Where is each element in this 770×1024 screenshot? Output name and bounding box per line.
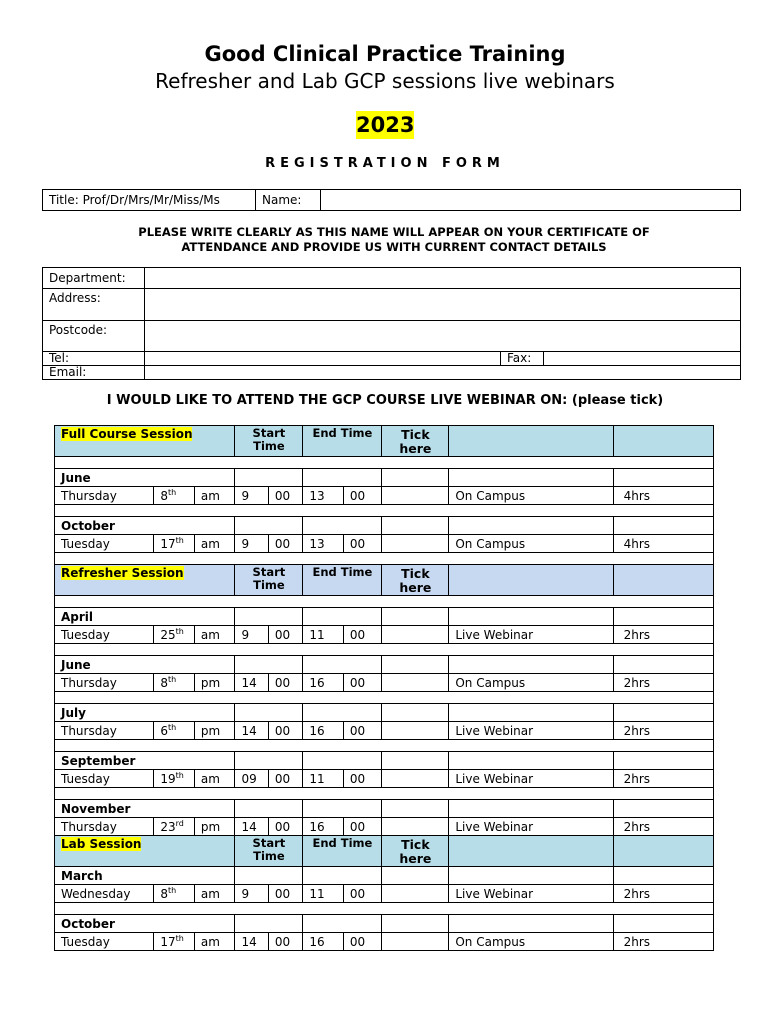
start-minute: 00 xyxy=(268,487,302,505)
tick-box[interactable] xyxy=(382,674,449,692)
start-hour: 14 xyxy=(235,818,268,836)
date-number: 6 xyxy=(160,724,168,738)
document-title: Good Clinical Practice Training xyxy=(204,42,566,66)
session-venue: Live Webinar xyxy=(449,626,613,644)
certificate-notice xyxy=(0,225,770,255)
end-hour: 16 xyxy=(303,818,344,836)
end-hour: 13 xyxy=(303,487,344,505)
session-date xyxy=(154,722,195,740)
session-date xyxy=(154,487,195,505)
end-minute: 00 xyxy=(343,722,382,740)
session-duration: 2hrs xyxy=(613,933,713,951)
start-minute: 00 xyxy=(268,770,302,788)
header-blank-venue xyxy=(449,426,613,457)
session-row xyxy=(55,770,714,788)
tick-header-line-1: Tick xyxy=(401,837,430,852)
tick-box[interactable] xyxy=(382,770,449,788)
end-hour: 11 xyxy=(303,626,344,644)
end-hour: 11 xyxy=(303,885,344,903)
header-blank-duration xyxy=(613,565,713,596)
session-row xyxy=(55,674,714,692)
session-venue: Live Webinar xyxy=(449,722,613,740)
date-suffix: th xyxy=(175,627,184,636)
start-hour: 14 xyxy=(235,933,268,951)
header-blank-duration xyxy=(613,426,713,457)
end-minute: 00 xyxy=(343,818,382,836)
start-time-header xyxy=(235,426,303,457)
spacer-row xyxy=(55,457,714,469)
address-label: Address: xyxy=(43,289,145,321)
session-duration: 2hrs xyxy=(613,626,713,644)
date-suffix: th xyxy=(167,886,177,895)
session-day: Tuesday xyxy=(55,626,154,644)
spacer-row xyxy=(55,644,714,656)
date-suffix: th xyxy=(167,675,177,684)
tick-header-line-1: Tick xyxy=(401,427,430,442)
session-duration: 2hrs xyxy=(613,674,713,692)
month-row xyxy=(55,656,714,674)
session-ampm: am xyxy=(194,770,235,788)
date-number: 8 xyxy=(160,489,168,503)
identity-table xyxy=(42,189,741,211)
session-venue: Live Webinar xyxy=(449,885,613,903)
end-time-header: End Time xyxy=(303,565,382,596)
month-row xyxy=(55,752,714,770)
session-day: Thursday xyxy=(55,722,154,740)
start-hour: 9 xyxy=(235,626,268,644)
tick-box[interactable] xyxy=(382,487,449,505)
tick-header-line-2: here xyxy=(399,441,432,456)
start-minute: 00 xyxy=(268,722,302,740)
session-duration: 4hrs xyxy=(613,535,713,553)
header-blank-venue xyxy=(449,565,613,596)
start-header-line-2: Time xyxy=(253,439,285,453)
session-duration: 2hrs xyxy=(613,722,713,740)
department-label: Department: xyxy=(43,268,145,289)
session-date xyxy=(154,818,195,836)
fax-input[interactable] xyxy=(544,352,741,366)
postcode-label: Postcode: xyxy=(43,321,145,352)
month-label: October xyxy=(55,915,235,933)
month-row xyxy=(55,469,714,487)
start-minute: 00 xyxy=(268,535,302,553)
session-ampm: am xyxy=(194,885,235,903)
spacer-row xyxy=(55,596,714,608)
session-ampm: am xyxy=(194,535,235,553)
tick-box[interactable] xyxy=(382,626,449,644)
spacer-row xyxy=(55,903,714,915)
department-input[interactable] xyxy=(145,268,741,289)
contact-table xyxy=(42,267,741,380)
email-input[interactable] xyxy=(145,366,741,380)
spacer-row xyxy=(55,740,714,752)
tick-header-line-2: here xyxy=(399,580,432,595)
end-minute: 00 xyxy=(343,770,382,788)
name-input[interactable] xyxy=(321,190,741,211)
session-day: Thursday xyxy=(55,818,154,836)
date-suffix: th xyxy=(175,934,184,943)
tick-box[interactable] xyxy=(382,722,449,740)
end-hour: 16 xyxy=(303,933,344,951)
session-ampm: pm xyxy=(194,818,235,836)
start-header-line-2: Time xyxy=(253,578,285,592)
start-time-header xyxy=(235,836,303,867)
start-time-header xyxy=(235,565,303,596)
tel-input[interactable] xyxy=(145,352,501,366)
session-venue: Live Webinar xyxy=(449,770,613,788)
session-ampm: am xyxy=(194,487,235,505)
tick-box[interactable] xyxy=(382,535,449,553)
date-number: 17 xyxy=(160,935,176,949)
start-minute: 00 xyxy=(268,818,302,836)
session-row xyxy=(55,535,714,553)
end-minute: 00 xyxy=(343,674,382,692)
end-minute: 00 xyxy=(343,626,382,644)
session-duration: 2hrs xyxy=(613,885,713,903)
tick-header xyxy=(382,565,449,596)
end-hour: 13 xyxy=(303,535,344,553)
month-label: July xyxy=(55,704,235,722)
session-row xyxy=(55,722,714,740)
session-ampm: am xyxy=(194,933,235,951)
session-ampm: pm xyxy=(194,722,235,740)
month-row xyxy=(55,608,714,626)
month-label: June xyxy=(55,656,235,674)
date-suffix: th xyxy=(167,488,177,497)
session-row xyxy=(55,818,714,836)
date-number: 19 xyxy=(160,772,176,786)
document-subtitle: Refresher and Lab GCP sessions live webinars xyxy=(155,69,615,93)
tel-label: Tel: xyxy=(43,352,145,366)
month-label: November xyxy=(55,800,235,818)
full-session-header xyxy=(55,426,714,457)
session-row xyxy=(55,885,714,903)
month-row xyxy=(55,517,714,535)
end-minute: 00 xyxy=(343,487,382,505)
date-suffix: th xyxy=(167,723,177,732)
month-label: April xyxy=(55,608,235,626)
notice-line-2: ATTENDANCE AND PROVIDE US WITH CURRENT CONTACT DETAILS xyxy=(181,240,607,254)
start-hour: 9 xyxy=(235,487,268,505)
tick-header-line-1: Tick xyxy=(401,566,430,581)
date-suffix: rd xyxy=(175,819,184,828)
notice-line-1: PLEASE WRITE CLEARLY AS THIS NAME WILL APPEAR ON YOUR CERTIFICATE OF xyxy=(138,225,650,239)
section-title: Lab Session xyxy=(61,837,142,851)
session-schedule-table xyxy=(54,425,714,951)
spacer-row xyxy=(55,505,714,517)
year-badge: 2023 xyxy=(356,113,415,137)
start-header-line-1: Start xyxy=(252,836,286,850)
tick-box[interactable] xyxy=(382,885,449,903)
session-ampm: am xyxy=(194,626,235,644)
session-duration: 4hrs xyxy=(613,487,713,505)
postcode-input[interactable] xyxy=(145,321,741,352)
session-row xyxy=(55,933,714,951)
start-minute: 00 xyxy=(268,933,302,951)
spacer-row xyxy=(55,553,714,565)
start-header-line-1: Start xyxy=(252,565,286,579)
end-minute: 00 xyxy=(343,885,382,903)
header-blank-venue xyxy=(449,836,613,867)
date-suffix: th xyxy=(175,536,184,545)
tick-box[interactable] xyxy=(382,933,449,951)
start-hour: 9 xyxy=(235,885,268,903)
session-row xyxy=(55,626,714,644)
end-time-header: End Time xyxy=(303,836,382,867)
month-row xyxy=(55,915,714,933)
session-day: Tuesday xyxy=(55,933,154,951)
start-minute: 00 xyxy=(268,885,302,903)
section-title: Full Course Session xyxy=(61,427,193,441)
month-label: October xyxy=(55,517,235,535)
session-day: Thursday xyxy=(55,674,154,692)
header-blank-duration xyxy=(613,836,713,867)
session-ampm: pm xyxy=(194,674,235,692)
session-venue: Live Webinar xyxy=(449,818,613,836)
session-date xyxy=(154,770,195,788)
date-suffix: th xyxy=(175,771,184,780)
session-date xyxy=(154,674,195,692)
end-time-header: End Time xyxy=(303,426,382,457)
month-row xyxy=(55,867,714,885)
start-header-line-2: Time xyxy=(253,849,285,863)
end-minute: 00 xyxy=(343,535,382,553)
name-field-label: Name: xyxy=(256,190,321,211)
session-date xyxy=(154,535,195,553)
end-minute: 00 xyxy=(343,933,382,951)
lab-session-header xyxy=(55,836,714,867)
session-venue: On Campus xyxy=(449,487,613,505)
start-hour: 09 xyxy=(235,770,268,788)
date-number: 17 xyxy=(160,537,176,551)
date-number: 23 xyxy=(160,820,176,834)
session-day: Tuesday xyxy=(55,535,154,553)
session-row xyxy=(55,487,714,505)
section-title: Refresher Session xyxy=(61,566,184,580)
month-label: September xyxy=(55,752,235,770)
session-day: Wednesday xyxy=(55,885,154,903)
spacer-row xyxy=(55,692,714,704)
end-hour: 16 xyxy=(303,722,344,740)
session-date xyxy=(154,885,195,903)
session-day: Thursday xyxy=(55,487,154,505)
tick-header-line-2: here xyxy=(399,851,432,866)
spacer-row xyxy=(55,788,714,800)
date-number: 8 xyxy=(160,887,168,901)
session-day: Tuesday xyxy=(55,770,154,788)
session-duration: 2hrs xyxy=(613,770,713,788)
month-label: March xyxy=(55,867,235,885)
start-header-line-1: Start xyxy=(252,426,286,440)
tick-header xyxy=(382,426,449,457)
form-label: REGISTRATION FORM xyxy=(265,156,505,171)
date-number: 25 xyxy=(160,628,176,642)
email-label: Email: xyxy=(43,366,145,380)
month-row xyxy=(55,800,714,818)
date-number: 8 xyxy=(160,676,168,690)
start-minute: 00 xyxy=(268,626,302,644)
session-venue: On Campus xyxy=(449,535,613,553)
fax-label: Fax: xyxy=(501,352,544,366)
title-field-label: Title: Prof/Dr/Mrs/Mr/Miss/Ms xyxy=(43,190,256,211)
attend-prompt: I WOULD LIKE TO ATTEND THE GCP COURSE LIVE WEBINAR ON: (please tick) xyxy=(106,393,664,408)
tick-box[interactable] xyxy=(382,818,449,836)
start-minute: 00 xyxy=(268,674,302,692)
refresher-session-header xyxy=(55,565,714,596)
start-hour: 14 xyxy=(235,674,268,692)
tick-header xyxy=(382,836,449,867)
session-venue: On Campus xyxy=(449,674,613,692)
address-input[interactable] xyxy=(145,289,741,321)
end-hour: 16 xyxy=(303,674,344,692)
session-venue: On Campus xyxy=(449,933,613,951)
start-hour: 9 xyxy=(235,535,268,553)
end-hour: 11 xyxy=(303,770,344,788)
start-hour: 14 xyxy=(235,722,268,740)
session-date xyxy=(154,933,195,951)
session-duration: 2hrs xyxy=(613,818,713,836)
month-row xyxy=(55,704,714,722)
session-date xyxy=(154,626,195,644)
month-label: June xyxy=(55,469,235,487)
